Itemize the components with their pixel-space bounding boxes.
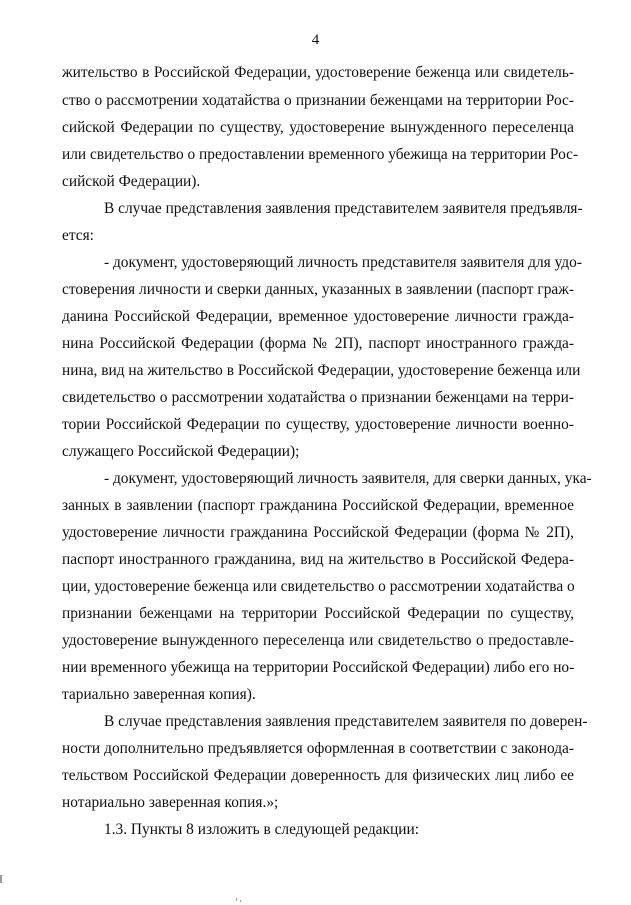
text-line: стоверения личности и сверки данных, указанных в заявлении (паспорт граж- [62, 281, 574, 298]
text-line: удостоверение вынужденного переселенца или свидетельство о предоставле- [62, 632, 574, 649]
text-line: ство о рассмотрении ходатайства о признании беженцами на территории Рос- [62, 92, 574, 109]
text-line: сийской Федерации). [62, 173, 201, 190]
text-line: тариально заверенная копия). [62, 686, 256, 703]
text-line: нина, вид на жительство в Российской Федерации, удостоверение беженца или [62, 362, 581, 379]
scan-artifact [0, 875, 2, 883]
text-line: удостоверение личности гражданина Российской Федерации (форма № 2П), [62, 524, 574, 541]
text-line: служащего Российской Федерации); [62, 443, 300, 460]
text-line: В случае представления заявления представителем заявителя предъявля- [104, 200, 583, 217]
scan-artifact [240, 900, 241, 902]
text-line: признании беженцами на территории Российской Федерации по существу, [62, 605, 574, 622]
text-line: сийской Федерации по существу, удостоверение вынужденного переселенца [62, 119, 574, 136]
text-line: свидетельство о рассмотрении ходатайства о признании беженцами на терри- [62, 389, 574, 406]
text-line: жительство в Российской Федерации, удостоверение беженца или свидетель- [62, 64, 574, 81]
text-line: тельством Российской Федерации доверенность для физических лиц либо ее [62, 767, 574, 784]
text-line: данина Российской Федерации, временное удостоверение личности гражда- [62, 308, 574, 325]
scan-artifact [236, 898, 237, 901]
text-line: ции, удостоверение беженца или свидетельство о рассмотрении ходатайства о [62, 578, 575, 595]
text-line: или свидетельство о предоставлении временного убежища на территории Рос- [62, 146, 579, 163]
text-line: - документ, удостоверяющий личность представителя заявителя для удо- [104, 254, 582, 271]
text-line: паспорт иностранного гражданина, вид на жительство в Российской Федера- [62, 551, 574, 568]
text-line: тории Российской Федерации по существу, удостоверение личности военно- [62, 416, 574, 433]
text-line: нина Российской Федерации (форма № 2П), паспорт иностранного гражда- [62, 335, 574, 352]
page-number: 4 [311, 32, 320, 48]
text-line: - документ, удостоверяющий личность заявителя, для сверки данных, ука- [104, 470, 592, 487]
text-line: ется: [62, 227, 94, 244]
text-line: В случае представления заявления представителем заявителя по доверен- [104, 713, 588, 730]
text-line: занных в заявлении (паспорт гражданина Российской Федерации, временное [62, 497, 574, 514]
text-line: нотариально заверенная копия.»; [62, 794, 279, 811]
text-line: ности дополнительно предъявляется оформленная в соответствии с законода- [62, 740, 574, 757]
text-line: нии временного убежища на территории Российской Федерации) либо его но- [62, 659, 575, 676]
text-line: 1.3. Пункты 8 изложить в следующей редакции: [104, 821, 419, 838]
